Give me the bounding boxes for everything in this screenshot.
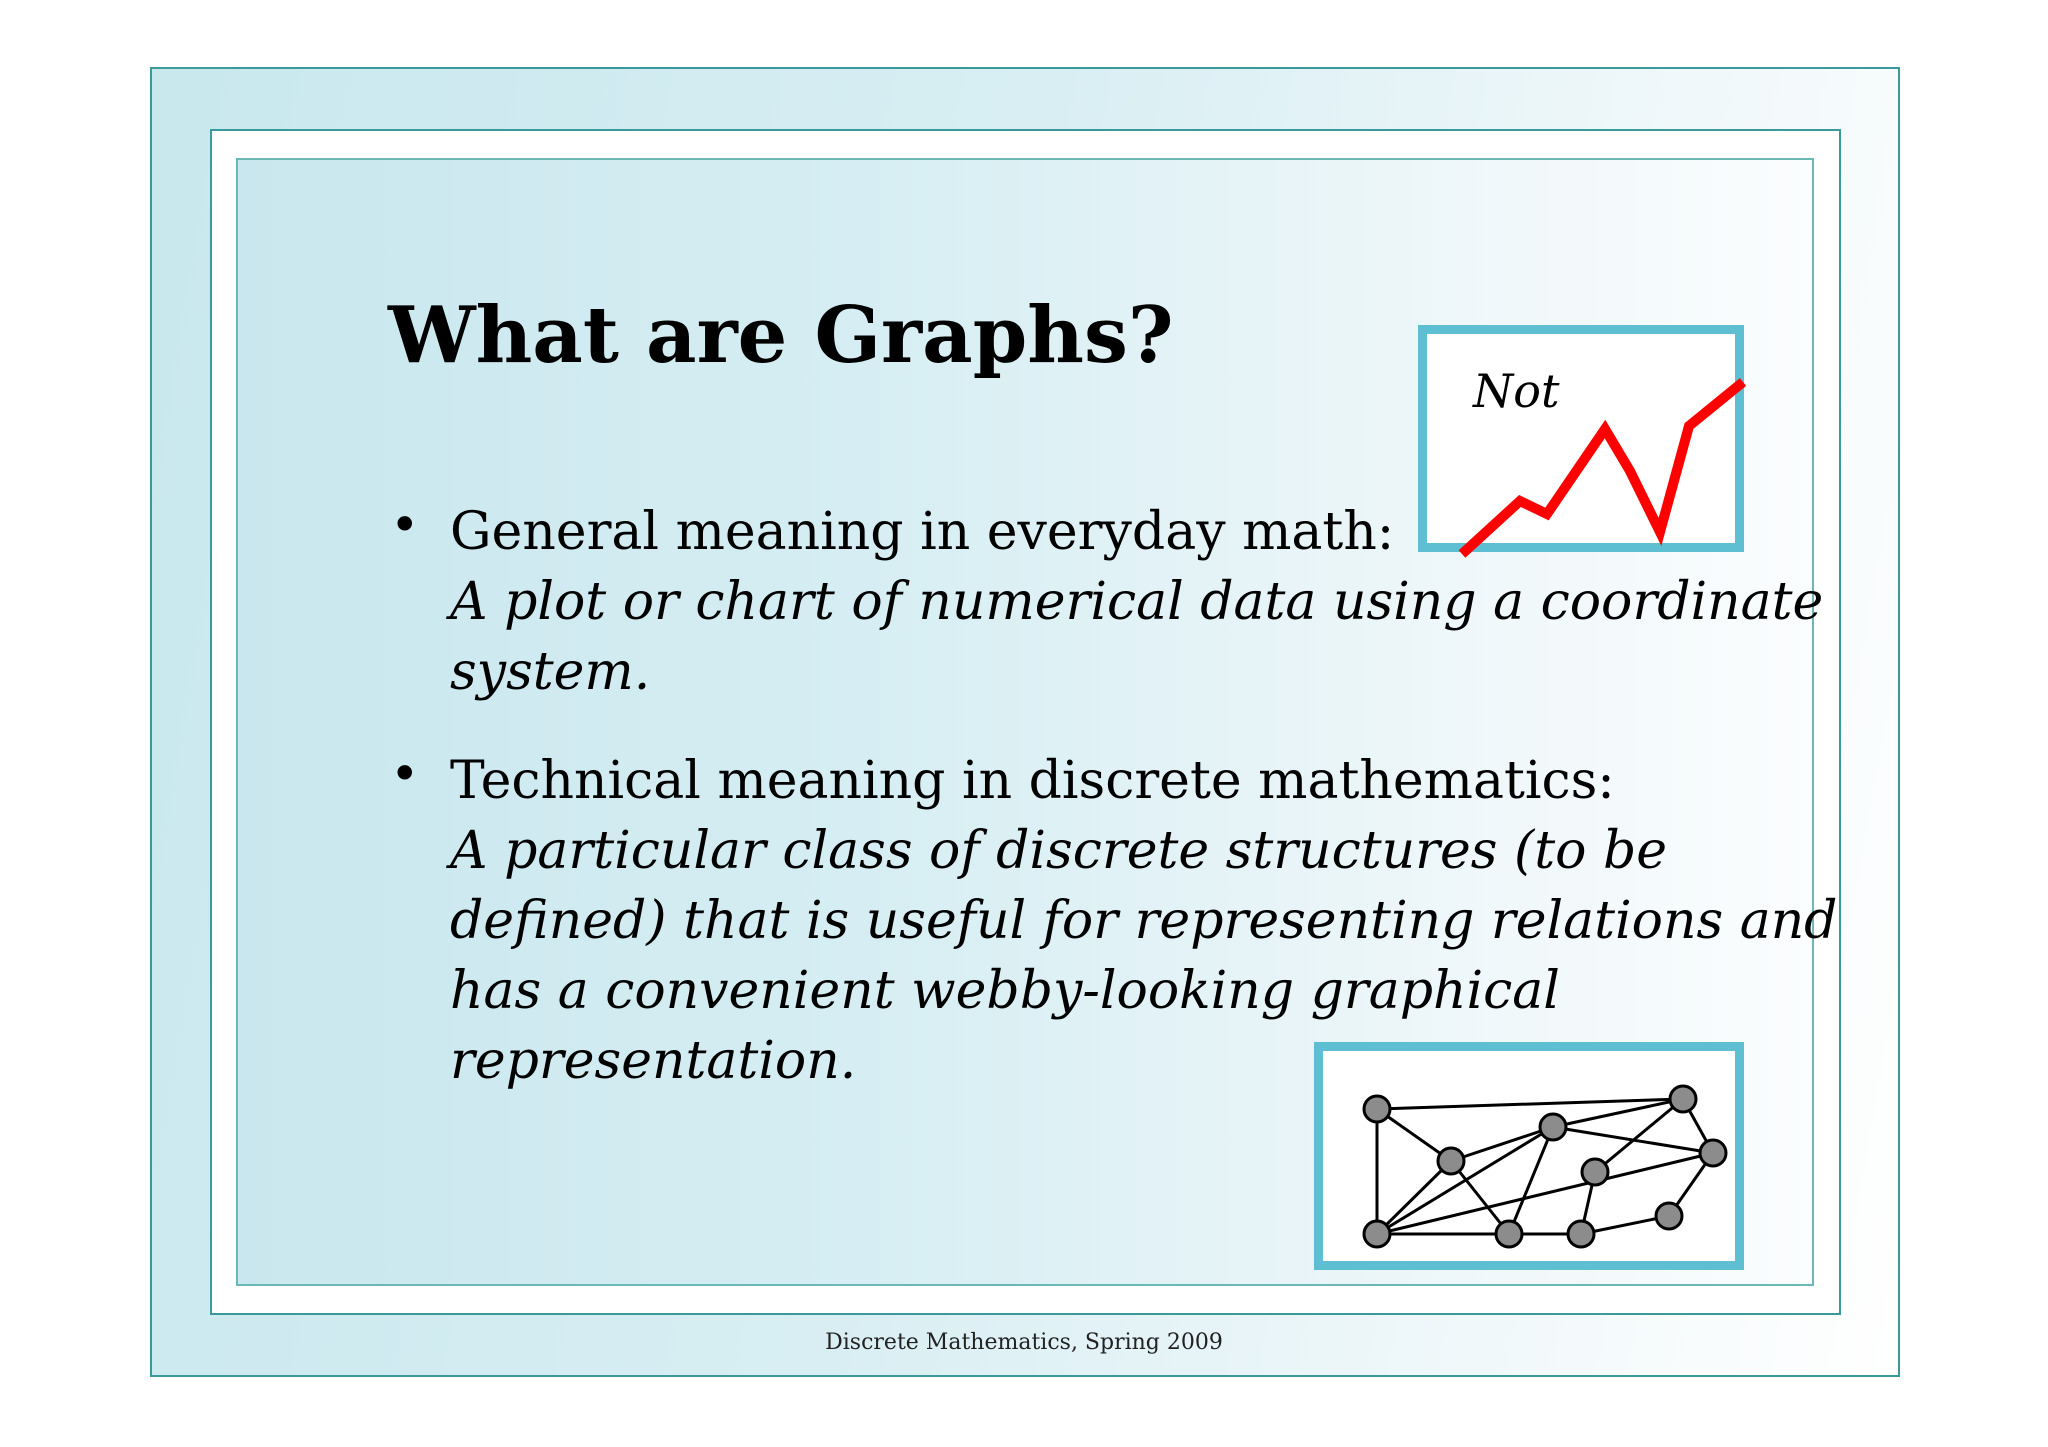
network-graph-illustration <box>1314 1042 1744 1270</box>
graph-node <box>1582 1159 1608 1185</box>
bullet-description-line: representation. <box>450 1031 857 1091</box>
slide-title: What are Graphs? <box>388 290 1174 381</box>
bullet-marker: • <box>390 745 420 803</box>
bullet-description-line: system. <box>450 642 651 702</box>
graph-node <box>1700 1140 1726 1166</box>
slide-footer: Discrete Mathematics, Spring 2009 <box>825 1330 1223 1355</box>
graph-node <box>1438 1148 1464 1174</box>
line-plot-illustration <box>1418 325 1744 552</box>
graph-node <box>1656 1203 1682 1229</box>
bullet-description-line: has a convenient webby-looking graphical <box>450 961 1560 1021</box>
graph-node <box>1540 1114 1566 1140</box>
graph-node <box>1364 1096 1390 1122</box>
bullet-lead: General meaning in everyday math: <box>450 502 1395 562</box>
graph-node <box>1568 1221 1594 1247</box>
bullet-marker: • <box>390 496 420 554</box>
bullet-description-line: defined) that is useful for representing relations and <box>450 891 1838 951</box>
graph-edge <box>1509 1127 1553 1234</box>
graph-edge <box>1451 1127 1553 1161</box>
bullet-description-line: A plot or chart of numerical data using a coordinate <box>450 572 1824 632</box>
graph-node <box>1670 1086 1696 1112</box>
network-graph-graphic <box>1323 1051 1753 1279</box>
plot-not-label: Not <box>1473 364 1560 418</box>
bullet-lead: Technical meaning in discrete mathematics: <box>450 751 1615 811</box>
graph-node <box>1364 1221 1390 1247</box>
bullet-description-line: A particular class of discrete structures (to be <box>450 821 1668 881</box>
graph-node <box>1496 1221 1522 1247</box>
